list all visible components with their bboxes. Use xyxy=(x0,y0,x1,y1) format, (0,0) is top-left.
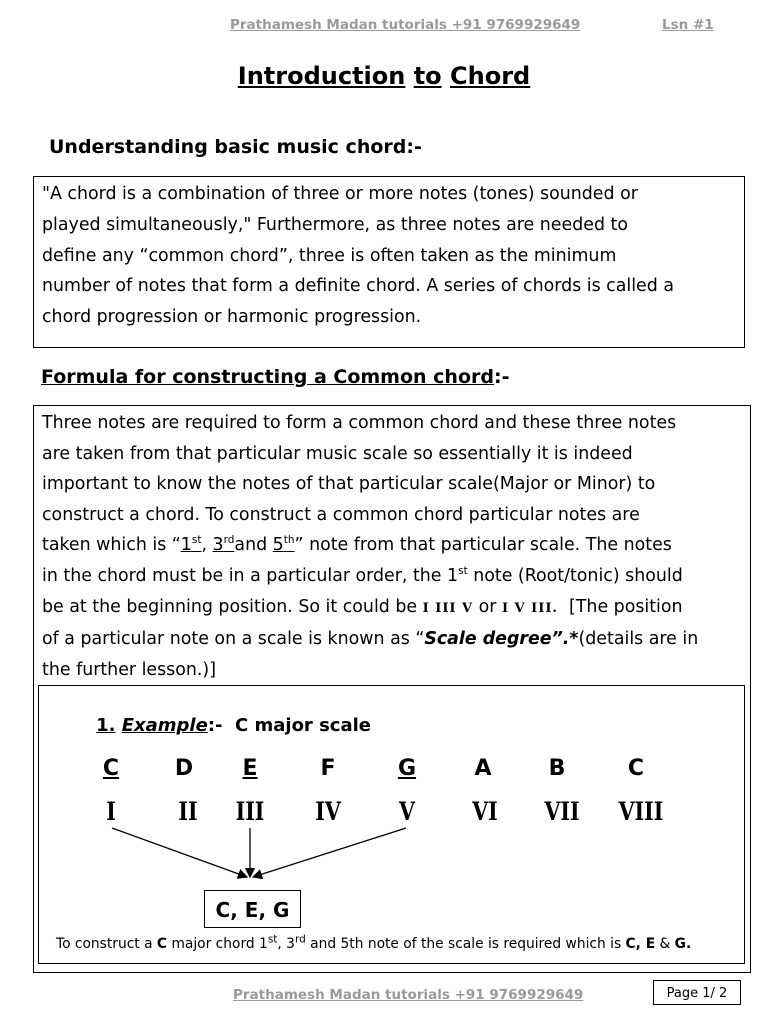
definition-line: define any “common chord”, three is often taken as the minimum xyxy=(42,245,617,266)
formula-text-run: be at the beginning position. So it could be xyxy=(42,596,423,617)
definition-line: played simultaneously," Furthermore, as three notes are needed to xyxy=(42,214,628,235)
title-word-1: Introduction xyxy=(237,62,406,90)
section-2-heading-text: Formula for constructing a Common chord xyxy=(41,366,494,388)
formula-text-run: in the chord must be in a particular order, the 1 xyxy=(42,565,459,586)
title-word-2: to xyxy=(413,62,442,90)
definition-line: number of notes that form a definite chord. A series of chords is called a xyxy=(42,276,674,297)
formula-text-run: , xyxy=(201,535,213,556)
chord-result-box xyxy=(204,890,301,928)
roman-order-2: I V III. xyxy=(501,600,558,616)
formula-line: important to know the notes of that particular scale(Major or Minor) to xyxy=(42,474,656,495)
formula-text-run: ” note from that particular scale. The notes xyxy=(294,535,672,556)
superscript: st xyxy=(458,565,468,578)
scale-note: C xyxy=(627,756,645,781)
title-word-3: Chord xyxy=(450,62,531,90)
formula-text-run: taken which is “ xyxy=(42,535,181,556)
scale-degree: VIII xyxy=(618,797,664,826)
definition-line: chord progression or harmonic progression. xyxy=(42,307,422,328)
scale-note: G xyxy=(397,756,417,781)
scale-degree: VII xyxy=(544,797,580,826)
formula-line: construct a chord. To construct a common chord particular notes are xyxy=(42,504,640,525)
scale-note: C xyxy=(102,756,120,781)
scale-degree: V xyxy=(399,797,415,826)
formula-text-run: or xyxy=(473,596,502,617)
section-1-heading: Understanding basic music chord:- xyxy=(49,136,422,158)
scale-degree: II xyxy=(178,797,198,826)
example-label: Example xyxy=(121,715,208,736)
scale-degree: I xyxy=(106,797,116,826)
formula-text-run: of a particular note on a scale is known as “ xyxy=(42,629,425,650)
scale-degree: IV xyxy=(315,797,341,826)
arrow-fifth xyxy=(253,828,406,877)
degree-third: 3rd xyxy=(212,534,235,556)
formula-text-run: (details are in xyxy=(578,629,699,650)
formula-text-run: note (Root/tonic) should xyxy=(467,565,683,586)
scale-degree: VI xyxy=(472,797,498,826)
formula-line: the further lesson.)] xyxy=(42,659,216,680)
section-2-heading-suffix: :- xyxy=(493,366,510,388)
page-number-box xyxy=(653,980,741,1005)
scale-note: A xyxy=(474,756,492,781)
header-lesson: Lsn #1 xyxy=(662,17,714,33)
roman-order-1: I III V xyxy=(422,600,474,616)
definition-line: "A chord is a combination of three or more notes (tones) sounded or xyxy=(42,184,638,204)
example-description: :- C major scale xyxy=(207,715,371,736)
footer-author: Prathamesh Madan tutorials +91 9769929649 xyxy=(233,987,584,1003)
scale-degree: III xyxy=(235,797,265,826)
scale-note: B xyxy=(548,756,566,781)
header-author: Prathamesh Madan tutorials +91 9769929649 xyxy=(230,17,581,33)
arrow-root xyxy=(112,828,247,877)
formula-line: Three notes are required to form a common chord and these three notes xyxy=(42,413,677,433)
scale-degree-term: Scale degree”. xyxy=(424,629,570,650)
formula-text-run: and xyxy=(234,535,273,556)
formula-text-run: [The position xyxy=(557,596,683,617)
degree-fifth: 5th xyxy=(272,534,295,556)
scale-note: E xyxy=(242,756,258,781)
scale-note: D xyxy=(174,756,194,781)
example-number: 1. xyxy=(96,715,116,736)
scale-note: F xyxy=(320,756,336,781)
chord-result: C, E, G xyxy=(215,898,290,922)
degree-first: 1st xyxy=(180,534,202,556)
example-caption: To construct a C major chord 1st, 3rd and 5th note of the scale is required which is C, E & G. xyxy=(56,933,692,952)
page-number: Page 1/ 2 xyxy=(666,986,728,1001)
formula-line: are taken from that particular music scale so essentially it is indeed xyxy=(42,443,633,464)
asterisk: * xyxy=(569,629,579,650)
